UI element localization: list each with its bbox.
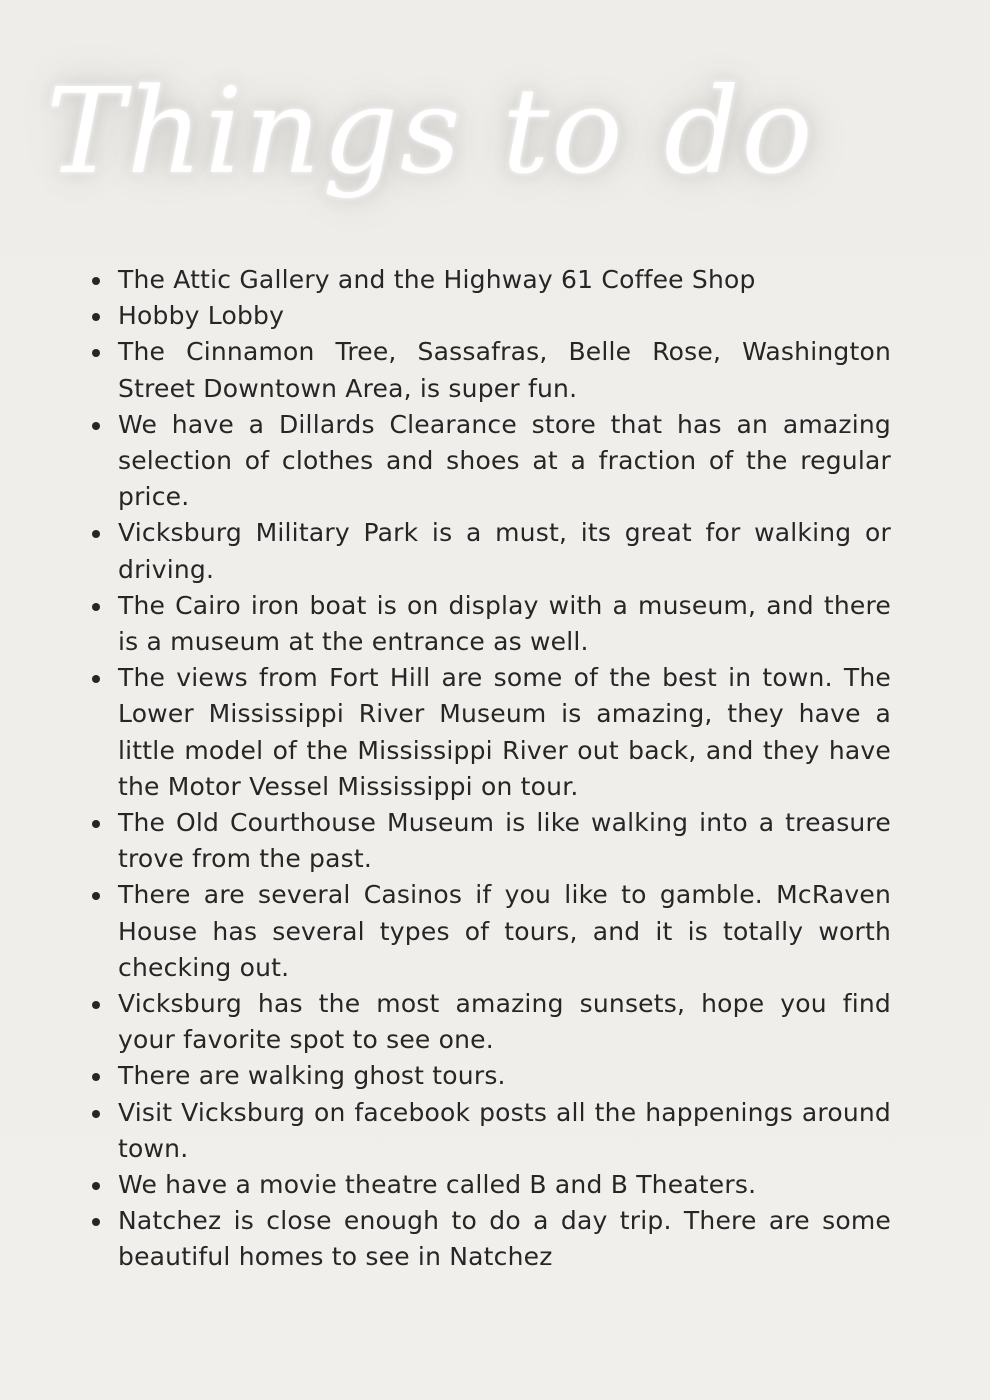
bullet-icon (92, 1110, 100, 1118)
bullet-icon (92, 313, 100, 321)
list-item-text: The Attic Gallery and the Highway 61 Coffee Shop (118, 265, 756, 294)
list-item-text: The views from Fort Hill are some of the best in town. The Lower Mississippi River Museum is amazing, they have a little model of the Mississippi River out back, and they have the Motor Vessel Mississippi on tour. (118, 663, 891, 801)
bullet-icon (92, 349, 100, 357)
list-item (118, 262, 891, 298)
bullet-icon (92, 675, 100, 683)
bullet-icon (92, 1182, 100, 1190)
bullet-icon (92, 422, 100, 430)
list-item (118, 877, 891, 986)
list-item (118, 515, 891, 587)
bullet-icon (92, 892, 100, 900)
list-item (118, 407, 891, 516)
list-item-text: The Old Courthouse Museum is like walking into a treasure trove from the past. (118, 808, 891, 874)
bullet-icon (92, 530, 100, 538)
list-item (118, 1167, 891, 1203)
list-item (118, 1095, 891, 1167)
things-to-do-list (118, 262, 891, 1276)
list-item (118, 334, 891, 406)
list-item (118, 1203, 891, 1275)
bullet-icon (92, 277, 100, 285)
list-item-text: Natchez is close enough to do a day trip. There are some beautiful homes to see in Natchez (118, 1206, 891, 1272)
list-item-text: There are walking ghost tours. (118, 1061, 506, 1091)
list-item-text: Hobby Lobby (118, 301, 285, 331)
list-item-text: We have a movie theatre called B and B Theaters. (118, 1170, 757, 1200)
bullet-icon (92, 1218, 100, 1226)
page-title: Things to do (46, 62, 815, 200)
list-item (118, 298, 891, 334)
list-item (118, 986, 891, 1058)
list-item-text: Vicksburg Military Park is a must, its great for walking or driving. (118, 518, 891, 584)
list-item-text: There are several Casinos if you like to gamble. McRaven House has several types of tours, and it is totally worth checking out. (118, 880, 891, 982)
bullet-icon (92, 1073, 100, 1081)
bullet-icon (92, 1001, 100, 1009)
list-item-text: The Cairo iron boat is on display with a museum, and there is a museum at the entrance as well. (118, 590, 891, 657)
list-item-text: We have a Dillards Clearance store that has an amazing selection of clothes and shoes at a fraction of the regular price. (118, 409, 891, 512)
bullet-icon (92, 603, 100, 611)
list-item-text: Vicksburg has the most amazing sunsets, hope you find your favorite spot to see one. (118, 989, 891, 1055)
list-item (118, 588, 891, 660)
bullet-icon (92, 820, 100, 828)
list-item-text: The Cinnamon Tree, Sassafras, Belle Rose, Washington Street Downtown Area, is super fun. (118, 337, 891, 403)
list-item (118, 1058, 891, 1094)
list-item (118, 660, 891, 805)
list-item-text: Visit Vicksburg on facebook posts all the happenings around town. (118, 1097, 891, 1163)
list-item (118, 805, 891, 877)
